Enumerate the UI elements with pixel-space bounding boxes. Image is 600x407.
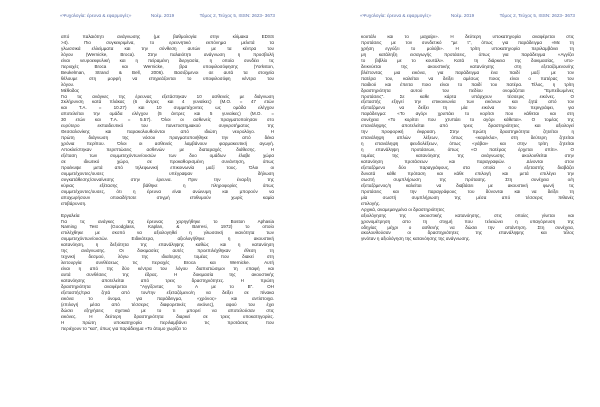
text-line: μία σωστή συμπλήρωση της μέσα από τέσσερις πιθανές xyxy=(361,194,574,200)
text-line: εικόνα το όνομα, για παράδειγμα, «χρόνος» και αντίστοιχα. xyxy=(61,295,274,301)
text-line: και Τ.Α. = 10.27) και 10 συμμετέχοντες ως ομάδα ελέγχου xyxy=(61,105,274,111)
text-line: το βιβλίο με το κουτάλι». Κατά τη διάρκεια της δοκιμασίας, υπο- xyxy=(361,57,574,63)
text-line: Για τις ανάγκες της έρευνας εξετάστηκαν 10 ασθενείς με διάγνωση xyxy=(61,93,274,99)
text-line: συγκατάθεσης/συναίνεσης στην έρευνα. Πριν την έναρξη της xyxy=(61,176,274,182)
text-line: κατανόηση, η δεξιότητα της επανάληψης καθώς και η κατανόηση xyxy=(61,242,274,248)
text-line: κουτάλι και το μαχαίρι». Η δεύτερη υποκατηγορία αναφέρεται στις xyxy=(361,34,574,39)
text-line: Σκλήρυνση κατά πλάκας (6 άντρες και 4 γυναίκες) (Μ.Ο. = 47 ετών xyxy=(61,99,274,105)
text-line: παιδιού και έπειτα ποιο είναι το παιδί του πατέρα. Τέλος, η τρίτη xyxy=(361,81,574,87)
text-line: αξιολόγησης της ακουστικής κατανόησης, στις οποίες γίνεται και xyxy=(361,212,574,218)
text-line: εικόνες. Η δεύτερη δραστηριότητα διαρκεί σε τρεις υποκατηγορίες. xyxy=(61,313,274,319)
text-line: συμμετέχοντες/ουσες υπέγραψαν δήλωση xyxy=(61,170,274,176)
text-line: μη κατάληξη εισαγωγής προτάσεις, όπως για παράδειγμα «Αγγίζει xyxy=(361,51,574,57)
text-line: παράδειγμα: «Το αγόρι χρυπάει το κορίτσι που κάθεται και στη xyxy=(361,111,574,117)
text-line: δραστηριότητα αναφέρεται "Αγγίζοντας το Α με το Β". ΟΗ xyxy=(61,284,274,290)
text-line: συμμετεχόντων/ουσών. Ειδικότερα, αξιολογήθηκε η ακουστική xyxy=(61,236,274,242)
volume-issn: Τόμος 2, Τεύχος 5, ISSN: 2623- 3673 xyxy=(499,13,575,18)
text-line: γλωσσικά ελλείμματα και την σύνθεση αυτών με τα κέντρα του xyxy=(61,45,274,51)
text-line: είναι η από της δύο κέντρα του λόγου διαπιστώσιμοι τη επαφή και xyxy=(61,266,274,272)
journal-title: «Ψυχολογία: έρευνα & εφαρμογές» xyxy=(360,13,432,18)
text-line: Η πρώτη υποκατηγορία περιλαμβάνει τις προτάσεις που xyxy=(61,319,274,325)
text-line: περιοχές Broca και Wernicke, βρα υποφιλοσόφησης (Yorkston, xyxy=(61,63,274,69)
text-line: Εργαλεία xyxy=(61,212,80,218)
text-line: επιλογής. xyxy=(361,200,381,206)
text-line: Αποκλείστηκαν περιπτώσεις ασθενών με διαταραχές διάθεσης. Η xyxy=(61,147,274,153)
text-line: δυνατά κάθε πρόταση και κάθε επιλογή και μετά επιλέγει την xyxy=(361,170,574,176)
issue-date: Νοέμ. 2019 xyxy=(150,13,175,18)
running-header xyxy=(360,13,575,18)
text-line: προτάσεις και την παραγράφους του δύνονται και να δείξει τη xyxy=(361,188,574,194)
text-line: πρώτη διάγνωση της νόσου πραγματοποιήθηκε την από δέκα xyxy=(61,135,274,141)
running-header xyxy=(60,13,275,18)
text-line: εξέταση των συμμετεχόντων/ουσών των δυο ομάδων έλαβε χώρα xyxy=(61,153,274,159)
text-line: προτάσεις". Σε καθε κάρτα υπάρχουν τέσσερις εικόνες. Ο xyxy=(361,93,574,99)
text-column xyxy=(361,34,574,242)
text-line: λόγου. xyxy=(61,81,75,87)
text-line: χρονομέτρηση απο τη στιγμή που τελειώνει η υπαγόρευση της xyxy=(361,218,574,224)
text-line: Beukelman, Strand & Bell, 2006). Βασιζόμενοι σε αυτά τα στοιχεία xyxy=(61,69,274,75)
text-line: Naming Test (Goodglass, Kaplan, & Barresi, 1972) το οποίο xyxy=(61,224,274,230)
text-line: Θεσσαλονίκης και παρακολουθούνται από ιδιώτη νευρολόγο. Η xyxy=(61,129,274,135)
text-line: επιλέχθηκε με σκοπό να αξιολογηθεί η γλωσσική ικανότητα των xyxy=(61,230,274,236)
text-line: την προφορική έκφραση. Στην πρώτη δραστηριότητα ζητείται η xyxy=(361,129,574,135)
text-line: χρήση εγγύζει το μολύβι». Η τρίτη υποκατηγορία περιλαμβάνει τη xyxy=(361,45,574,51)
text-line: επανάληψη απλών λέξεων, όπως «καρέκλα», στη δεύτερη ζητείται xyxy=(361,135,574,141)
text-line: δεικνύεται της ακουστικής κατανόησης στη εξεταζόμενου/ης xyxy=(361,63,574,69)
text-line: (επιλογή μέσα από τέσσερις διαφορετικές εικόνες), αφού του έχει xyxy=(61,301,274,307)
text-line: αυτά συνθέσεις της έδρας. Η δοκιμασία της ακουστικής xyxy=(61,272,274,278)
text-line: επανάληψης αποτελείται από τρεις δραστηριότητες και αξιολογεί xyxy=(361,123,574,129)
text-line: προέκυψε μετά από τηλεφωνική επικοινωνία μαζί τους. Όλοι οι xyxy=(61,164,274,170)
text-line: βλέποντας μια εικόνα, για παράδειγμα ένα παιδί μαζί με τον xyxy=(361,69,574,75)
right-page xyxy=(300,0,600,407)
volume-issn: Τόμος 2, Τεύχος 5, ISSN: 2623- 3673 xyxy=(199,13,275,18)
text-line: λειτουργία συνθέσεως τις περιοχές Broca και Wernicke. Αυτή xyxy=(61,260,274,266)
text-line: Για τις ανάγκες της έρευνας χορηγήθηκε το Boston Aphasia xyxy=(61,218,274,224)
text-column xyxy=(61,34,274,332)
text-line: πατέρα του, καλείται να δείξει αμέσως ποιος είναι ο πατέρας του xyxy=(361,75,574,81)
text-line: εξεταστής εξηγεί την επικοινωνία των εικόνων και ζητά από τον xyxy=(361,99,574,105)
text-line: σε ιδιωτικό χώρο, σε προκαθορισμένη συνάντηση, όπως xyxy=(61,159,274,165)
text-line: γινόταν η αξιολόγηση της κατανόησης της ανάγνωσης. xyxy=(361,236,471,242)
text-line: εξεταζόμενο να δείξει τη μία εικόνα που περιγράφει, για xyxy=(361,105,574,111)
text-line: θέλουμε στη μορφή να επηρεάζονται το υποφιλοσόφη κέντρα του xyxy=(61,75,274,81)
text-line: δραστηριότητα αυτού του πεδίου ονομάζεται "Εμπεδωμένες xyxy=(361,87,574,93)
text-line: κύριας εξέτασης βάθηκε η πληροφορίες όπως xyxy=(61,182,274,188)
text-line: δώσει εξηγήσεις σχετικά με το τι μπορεί να αποτελούσαν στις xyxy=(61,307,274,313)
text-line: τομέας της κατανόησης της ανάγνωσης ακολουθείται στην xyxy=(361,153,574,159)
text-line: Αρχικά, αναμεμειγμένα οι δραστηριότητες xyxy=(361,206,445,212)
text-line: ακολουθούσαν οι δραστηριότητες της επανάληψης και τέλος xyxy=(361,230,574,236)
text-line: της ανάγνωσης. Οι δοκιμασίες αυτές προεπιλέχθηκαν έθεση τη xyxy=(61,248,274,254)
text-line: λόγου (Wernicke, Broca). Στην παλαιότητι ανάγνωση η προσβολή xyxy=(61,51,274,57)
text-line: τεχνική δεσμού, λόγω της ιδιαίτερης τομέας που διακεί στη xyxy=(61,254,274,260)
text-line: η επανάληψη ψευδολέξεων, όπως «γάβαι» και στην τρίτη ζητείται xyxy=(361,141,574,147)
text-line: εξεταζόμενος/η καλείται να διαβάσει με ακουστική φωνή τις xyxy=(361,182,574,188)
text-line: από παλαιότητι ανάγνωσης (με βαθμολογία στην κλίμακα EDSS xyxy=(61,34,274,39)
text-line: εξεταστής/τρια ζητά από τον/την εξεταζόμενο/η να δείξει σε πίνακα xyxy=(61,289,274,295)
text-line: 30 ετών και Τ.Α. = 5.57). Όλοι οι ασθενείς πραγματοποίησαν στο xyxy=(61,117,274,123)
text-line: ευρύτερο εκπαιδευτικό του πανεπιστημιακού συγκροτήματος της xyxy=(61,123,274,129)
text-line: είναι νευροεκφυλική και η πείραμένη διεργασία, η οποία συνδέει τις xyxy=(61,57,274,63)
text-line: η επανάληψη προτάσεων, όπως «Ο πατέρας έρχεται σπίτι». Ο xyxy=(361,147,574,153)
text-line: περιέχουν το "και", όπως για παράδειγμα «Το άτομο χωρίζει το xyxy=(61,325,187,331)
text-line: κατανόησης αποτελείται από τρεις δραστηριότητες. Η πρώτη xyxy=(61,278,274,284)
text-line: επιβάρυνση. xyxy=(61,200,87,206)
text-line: κατανόηση προτάσεων και παραγραφών. Δίνονται στον xyxy=(361,159,574,165)
text-line: σωστή συμπλήρωση της πρότασης. Στη συνέχεια ο/η xyxy=(361,176,574,182)
text-line: συμμετέχοντες/ουσες, ότι η έρευνα είναι ανώνυμη και μπορούν να xyxy=(61,188,274,194)
issue-date: Νοέμ. 2019 xyxy=(450,13,475,18)
text-line: Μέθοδος xyxy=(61,87,80,93)
text-line: >4). Πιο συγκεκριμένα, το ερευνητικό εκπόνημα μελετά τα xyxy=(61,39,274,45)
text-line: προτάσεις με τον συνδετικό "με τ", όπως για παράδειγμα «Με τη xyxy=(361,39,574,45)
text-line: χρόνια περίπου. Όλοι οι ασθενείς λαμβάνουν φαρμακευτική αγωγή. xyxy=(61,141,274,147)
text-line: αποτελείται την ομάδα ελέγχου (5 άντρες και 5 γυναίκες) (Μ.Ο. = xyxy=(61,111,274,117)
journal-title: «Ψυχολογία: έρευνα & εφαρμογές» xyxy=(60,13,132,18)
text-line: εξεταζόμενο δύο παραγράφους, στα οποία ο εξεταστής διαβάζει xyxy=(361,164,574,170)
text-line: αποχωρήσουν οποιαδήποτε στιγμή επιθυμούν χωρίς καμία xyxy=(61,194,274,200)
text-line: οδηγίας μέχρι ο ασθενής να δώσει την απάντηση. Στη συνέχεια, xyxy=(361,224,574,230)
text-line: συνέχεια «Το κορίτσι που χτυπάει το αγόρι κάθεται». Ο τομέας της xyxy=(361,117,574,123)
